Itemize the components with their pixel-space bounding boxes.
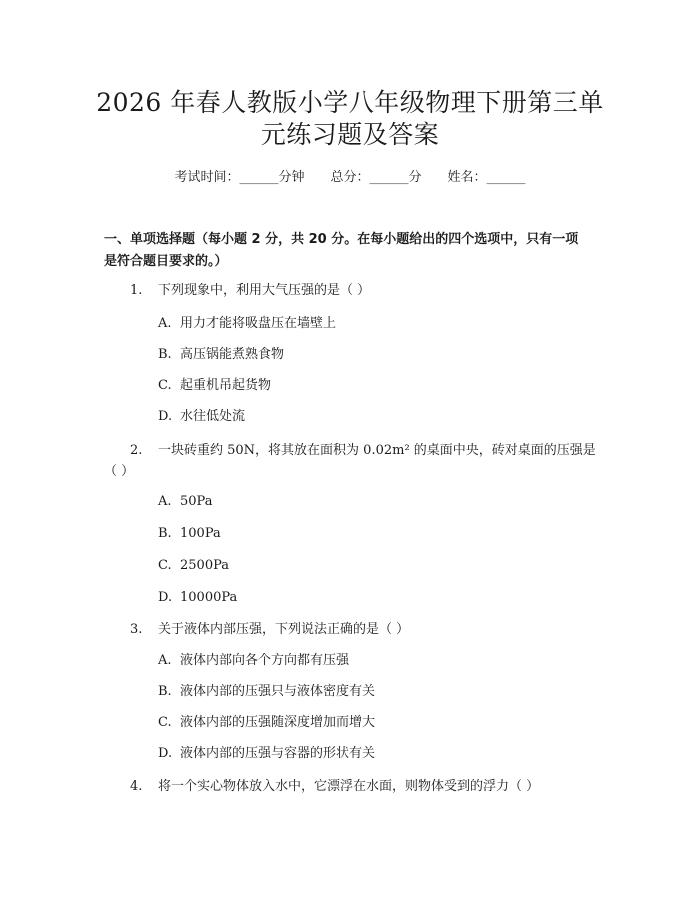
score-label: 总分：	[330, 170, 370, 185]
question-number: 3.	[130, 622, 143, 637]
option-text: 50Pa	[180, 494, 213, 509]
option-text: 100Pa	[180, 526, 221, 541]
option-letter: D.	[158, 746, 173, 761]
option-letter: C.	[158, 715, 172, 730]
option-letter: A.	[158, 653, 172, 668]
option-text: 用力才能将吸盘压在墙壁上	[180, 316, 337, 331]
option-letter: D.	[158, 590, 173, 605]
option-letter: C.	[158, 378, 172, 393]
time-label: 考试时间：	[174, 170, 240, 185]
name-label: 姓名：	[447, 170, 487, 185]
question-text-continued: （ ）	[104, 464, 135, 479]
option-text: 液体内部向各个方向都有压强	[180, 653, 350, 668]
option-letter: B.	[158, 684, 172, 699]
question-number: 2.	[130, 443, 143, 458]
question-text: 下列现象中，利用大气压强的是（ ）	[158, 283, 371, 298]
option-letter: C.	[158, 558, 172, 573]
section-heading	[104, 229, 610, 273]
section-heading-line1: 一、单项选择题（每小题 2 分，共 20 分。在每小题给出的四个选项中，只有一项	[104, 232, 579, 247]
option-text: 10000Pa	[180, 590, 238, 605]
option-letter: D.	[158, 409, 173, 424]
question-number: 1.	[130, 283, 143, 298]
section-heading-line2: 是符合题目要求的。）	[104, 254, 228, 269]
name-blank: ______	[486, 170, 526, 185]
option-text: 液体内部的压强与容器的形状有关	[180, 746, 376, 761]
option-letter: A.	[158, 494, 172, 509]
option-letter: A.	[158, 316, 172, 331]
document-title-line1: 2026 年春人教版小学八年级物理下册第三单	[96, 88, 604, 117]
option-letter: B.	[158, 526, 172, 541]
option-text: 液体内部的压强随深度增加而增大	[180, 715, 376, 730]
question-number: 4.	[130, 779, 143, 794]
option-text: 水往低处流	[180, 409, 246, 424]
question-text: 关于液体内部压强，下列说法正确的是（ ）	[158, 622, 410, 637]
document-title-line2: 元练习题及答案	[260, 120, 440, 149]
time-blank: ______分钟	[239, 170, 305, 185]
option-text: 2500Pa	[180, 558, 229, 573]
option-text: 高压锅能煮熟食物	[180, 347, 285, 362]
question-text: 一块砖重约 50N，将其放在面积为 0.02m² 的桌面中央，砖对桌面的压强是	[158, 443, 596, 458]
option-text: 起重机吊起货物	[180, 378, 272, 393]
option-letter: B.	[158, 347, 172, 362]
question-text: 将一个实心物体放入水中，它漂浮在水面，则物体受到的浮力（ ）	[158, 779, 540, 794]
exam-meta-line	[0, 166, 700, 185]
score-blank: ______分	[369, 170, 422, 185]
option-text: 液体内部的压强只与液体密度有关	[180, 684, 376, 699]
